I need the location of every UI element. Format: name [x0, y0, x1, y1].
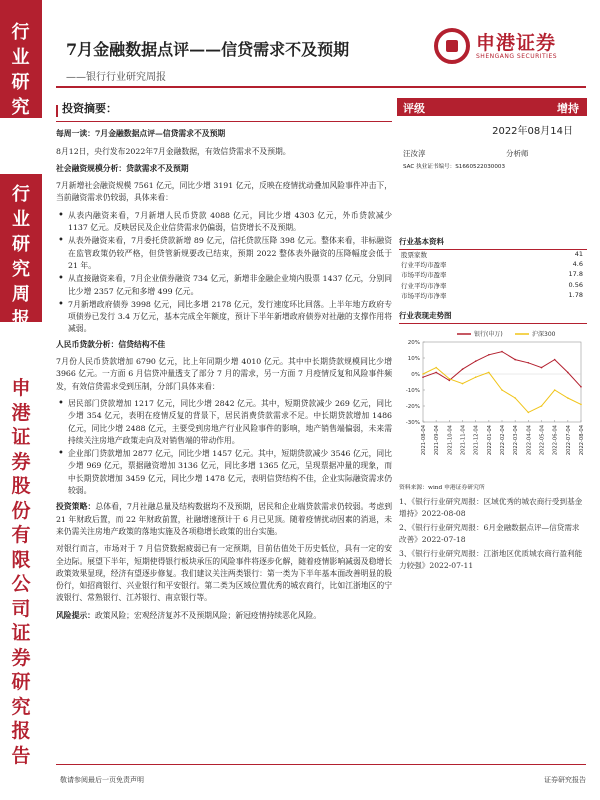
rmb-loan-list	[56, 398, 392, 497]
x-tick-label: 2022-03-04	[513, 425, 520, 456]
x-tick-label: 2021-09-04	[434, 425, 441, 456]
table-row	[399, 270, 587, 280]
strategy-paragraph	[56, 501, 392, 538]
footer-divider	[56, 764, 586, 765]
data-point	[567, 397, 569, 399]
sidebar-char: 研	[11, 671, 31, 693]
table-row	[399, 260, 587, 270]
page-subtitle: ——银行行业研究周报	[66, 72, 166, 83]
table-row	[399, 281, 587, 291]
rating-label: 评级	[403, 102, 425, 115]
table-cell-key: 行业平均市净率	[401, 281, 447, 290]
header-divider	[56, 86, 586, 88]
sidebar-char: 研	[11, 72, 31, 93]
table-cell-value: 41	[574, 250, 583, 258]
sidebar-char: 港	[11, 401, 31, 424]
x-tick-label: 2022-01-04	[486, 425, 493, 456]
list-item: • 从表外融资来看，7月委托贷款新增 89 亿元，信托贷款压降 398 亿元。整体来看，非标融资在监管政策仍较严格，但贷管新规要改已结束，预期 2022 整体表外融资的压降幅度会低于 21 年。	[68, 235, 392, 272]
data-point	[580, 386, 582, 388]
sidebar-char: 股	[11, 475, 31, 497]
y-tick-label: -20%	[405, 404, 420, 410]
sidebar-char: 公	[11, 573, 31, 595]
legend-label: 银行(申万)	[474, 331, 503, 338]
risk-text: 政策风险；宏观经济复苏不及预期风险；新冠疫情持续恶化风险。	[94, 610, 322, 620]
chart-source: 资料来源：wind 申港证券研究所	[399, 485, 485, 491]
table-cell-key: 行业平均市盈率	[401, 261, 447, 270]
sidebar-char: 研	[12, 234, 30, 255]
chart-heading: 行业表现走势图	[399, 310, 587, 324]
intro-paragraph: 8月12日，央行发布2022年7月金融数据，有效信贷需求不及预期。	[56, 146, 291, 156]
data-point	[488, 372, 490, 374]
rating-value: 增持	[557, 102, 579, 115]
social-financing-list	[56, 210, 392, 336]
sidebar-char: 告	[11, 744, 31, 767]
data-point	[475, 376, 477, 378]
report-date: 2022年08月14日	[492, 126, 573, 137]
main-content	[56, 98, 392, 627]
y-tick-label: -30%	[405, 420, 420, 426]
sidebar-char: 申	[11, 377, 31, 399]
data-point	[488, 354, 490, 356]
x-tick-label: 2022-05-04	[539, 425, 546, 456]
data-point	[449, 378, 451, 380]
sidebar-char: 究	[11, 97, 31, 118]
rmb-loan-heading: 人民币贷款分析：信贷结构不佳	[56, 339, 166, 349]
list-item: • 7月新增政府债券 3998 亿元，同比多增 2178 亿元，发行速度环比回落。上半年地方政府专项债券已发行 3.4 万亿元，基本完成全年额度，预计下半年新增政府债券对社融的支撑作用将减弱。	[68, 299, 392, 336]
data-point	[528, 412, 530, 414]
analyst-role: 分析师	[506, 149, 529, 158]
related-report-link[interactable]: 3、《银行行业研究周报：江浙地区优质城农商行盈利能力较强》2022-07-11	[399, 549, 583, 570]
risk-paragraph	[56, 610, 392, 622]
company-logo	[434, 26, 594, 70]
table-cell-value: 4.6	[572, 260, 583, 269]
sidebar-char: 证	[11, 426, 31, 448]
y-tick-label: 20%	[407, 340, 420, 346]
sidebar-char: 有	[11, 524, 31, 546]
strategy-heading: 投资策略：	[56, 502, 96, 512]
data-point	[449, 380, 451, 382]
y-tick-label: -10%	[405, 388, 420, 394]
social-financing-heading: 社会融资规模分析：贷款需求不及预期	[56, 163, 189, 173]
x-tick-label: 2021-12-04	[473, 425, 480, 456]
x-tick-label: 2021-08-04	[421, 425, 427, 456]
data-point	[580, 404, 582, 406]
list-item: • 从表内融资来看，7月新增人民币贷款 4088 亿元，同比少增 4303 亿元，外币贷款减少 1137 亿元。反映居民及企业信贷需求仍偏弱，信贷增长不及预期。	[68, 210, 392, 235]
data-point	[462, 368, 464, 370]
rating-bar	[397, 98, 587, 116]
data-point	[462, 383, 464, 385]
sidebar-char: 券	[11, 646, 31, 669]
related-reports	[399, 496, 585, 574]
list-item: • 企业部门贷款增加 2877 亿元，同比少增 1457 亿元。其中，短期贷款减少 3546 亿元，同比少增 969 亿元，票据融资增加 3136 亿元，同比多增 1365 亿元，呈现票据冲量的现象，而中长期贷款增加 3459 亿元，同比少增 1478 亿元，表明信贷结构不佳，企业实际融资需求仍较弱。	[68, 448, 392, 497]
x-tick-label: 2021-10-04	[447, 425, 454, 456]
legend-label: 沪深300	[532, 331, 556, 338]
data-point	[501, 351, 503, 353]
summary-heading: 投资摘要：	[56, 98, 392, 122]
data-point	[422, 373, 424, 375]
sidebar-char: 限	[11, 548, 31, 571]
table-cell-value: 0.56	[568, 280, 583, 289]
data-point	[514, 359, 516, 361]
sidebar-char: 证	[11, 622, 31, 644]
sidebar-char: 行	[12, 184, 30, 205]
sac-number: SAC 执业证书编号：S1660522030003	[403, 164, 506, 170]
conclusion-paragraph: 对银行而言，市场对于 7 月信贷数据疲弱已有一定预期，目前估值处于历史低位，具有一定的安全边际。展望下半年，短期使得银行板块承压的风险事件将逐步化解，随着疫情影响减弱及稳增长政策效果显现，经济有望逐步修复。我们建议关注两类银行：第一类为下半年基本面改善明显的股份行，如招商银行、兴业银行和平安银行。第二类为区域位置优秀的城农商行，比如江浙地区的宁波银行、常熟银行、江苏银行、南京银行等。	[56, 544, 392, 603]
social-financing-paragraph: 7月新增社会融资规模 7561 亿元，同比少增 3191 亿元，反映在疫情扰动叠加风险事件冲击下，当前融资需求仍较弱，具体来看：	[56, 181, 392, 203]
industry-info-heading: 行业基本资料	[399, 236, 587, 250]
sidebar-block-industry-research	[0, 0, 42, 118]
data-point	[554, 359, 556, 361]
sidebar-char: 究	[12, 259, 30, 280]
data-point	[475, 360, 477, 362]
table-cell-key: 市场平均市盈率	[401, 271, 447, 280]
data-point	[541, 405, 543, 407]
x-tick-label: 2022-08-04	[579, 425, 585, 456]
data-point	[422, 376, 424, 378]
x-tick-label: 2022-04-04	[526, 425, 533, 456]
related-report-link[interactable]: 2、《银行行业研究周报：6月金融数据点评—信贷需求改善》2022-07-18	[399, 523, 580, 544]
table-row	[399, 291, 587, 301]
analyst-name: 汪汝淳	[403, 149, 426, 158]
data-point	[501, 389, 503, 391]
footer-label: 证券研究报告	[544, 776, 586, 784]
strategy-text: 总体看，7月社融总量及结构数据均不及预期，居民和企业端贷款需求仍较弱。考虑到 21 年财政后置，而 22 年财政前置，社融增速预计于 6 月已见顶。随着疫情扰动因素的消退，未来仍需关注房地产政策的落地实施及各项稳增长政策的出台实施。	[56, 502, 393, 536]
table-row	[399, 250, 587, 260]
sidebar-char: 报	[11, 720, 31, 742]
list-item: • 居民部门贷款增加 1217 亿元，同比少增 2842 亿元。其中，短期贷款减少 269 亿元，同比少增 354 亿元，表明在疫情反复的背景下，居民消费贷款需求不足。中长期贷款增加 1486 亿元，同比少增 2488 亿元，主要受到房地产行业风险事件的影响，地产销售端偏弱，未来需持续关注房地产政策走向及对销售端的带动作用。	[68, 398, 392, 447]
table-cell-value: 1.78	[568, 290, 583, 299]
rmb-loan-paragraph: 7月份人民币贷款增加 6790 亿元，比上年同期少增 4010 亿元。其中中长期贷款规模同比少增 3966 亿元。一方面 6 月信贷冲量透支了部分 7 月的需求，另一方面 7 月疫情反复和风险事件频发，有效信贷需求受到压制，分部门具体来看：	[56, 357, 392, 391]
x-tick-label: 2022-07-04	[565, 425, 572, 456]
sidebar-char: 周	[12, 284, 30, 305]
table-cell-key: 股票家数	[401, 251, 427, 259]
logo-text-en: SHENGANG SECURITIES	[476, 53, 558, 60]
sidebar-char: 报	[12, 309, 30, 330]
sidebar-char: 业	[12, 209, 30, 230]
weekly-read-title: 每周一读：7月金融数据点评—信贷需求不及预期	[56, 129, 226, 139]
risk-heading: 风险提示：	[56, 610, 95, 620]
sidebar-block-weekly-report	[0, 174, 42, 330]
performance-chart	[397, 324, 587, 478]
logo-icon	[434, 28, 470, 64]
sidebar-char: 券	[11, 450, 31, 473]
sidebar-char: 行	[11, 22, 31, 43]
sidebar	[0, 0, 42, 800]
sidebar-right	[397, 98, 587, 570]
related-report-link[interactable]: 1、《银行行业研究周报：区域优秀的城农商行受到基金增持》2022-08-08	[399, 497, 583, 518]
data-point	[435, 367, 437, 369]
data-point	[528, 362, 530, 364]
y-tick-label: 10%	[407, 356, 420, 362]
data-point	[514, 397, 516, 399]
performance-chart-svg	[397, 324, 587, 478]
chart-frame	[423, 342, 581, 422]
data-point	[567, 372, 569, 374]
sidebar-char: 究	[11, 695, 31, 718]
sidebar-char: 业	[11, 47, 31, 68]
y-tick-label: 0%	[411, 372, 420, 378]
industry-info-table	[399, 250, 587, 301]
table-cell-key: 市场平均市净率	[401, 291, 447, 300]
list-item: • 从直接融资来看，7月企业债券融资 734 亿元，新增非金融企业境内股票 1437 亿元，分别同比少增 2357 亿元和多增 499 亿元。	[68, 273, 392, 298]
series-line-0	[423, 352, 581, 387]
sidebar-company-name	[0, 376, 42, 768]
data-point	[554, 389, 556, 391]
page-title: 7月金融数据点评——信贷需求不及预期	[66, 40, 350, 59]
x-tick-label: 2021-11-04	[460, 425, 467, 456]
analyst-info	[403, 148, 583, 159]
table-cell-value: 17.8	[568, 270, 583, 279]
x-tick-label: 2022-02-04	[500, 425, 506, 456]
data-point	[541, 367, 543, 369]
sidebar-char: 司	[11, 597, 31, 620]
x-tick-label: 2022-06-04	[552, 425, 559, 456]
data-point	[435, 372, 437, 374]
disclaimer-note: 敬请参阅最后一页免责声明	[60, 776, 144, 784]
logo-text-cn: 申港证券	[476, 32, 557, 54]
sidebar-char: 份	[11, 499, 31, 522]
